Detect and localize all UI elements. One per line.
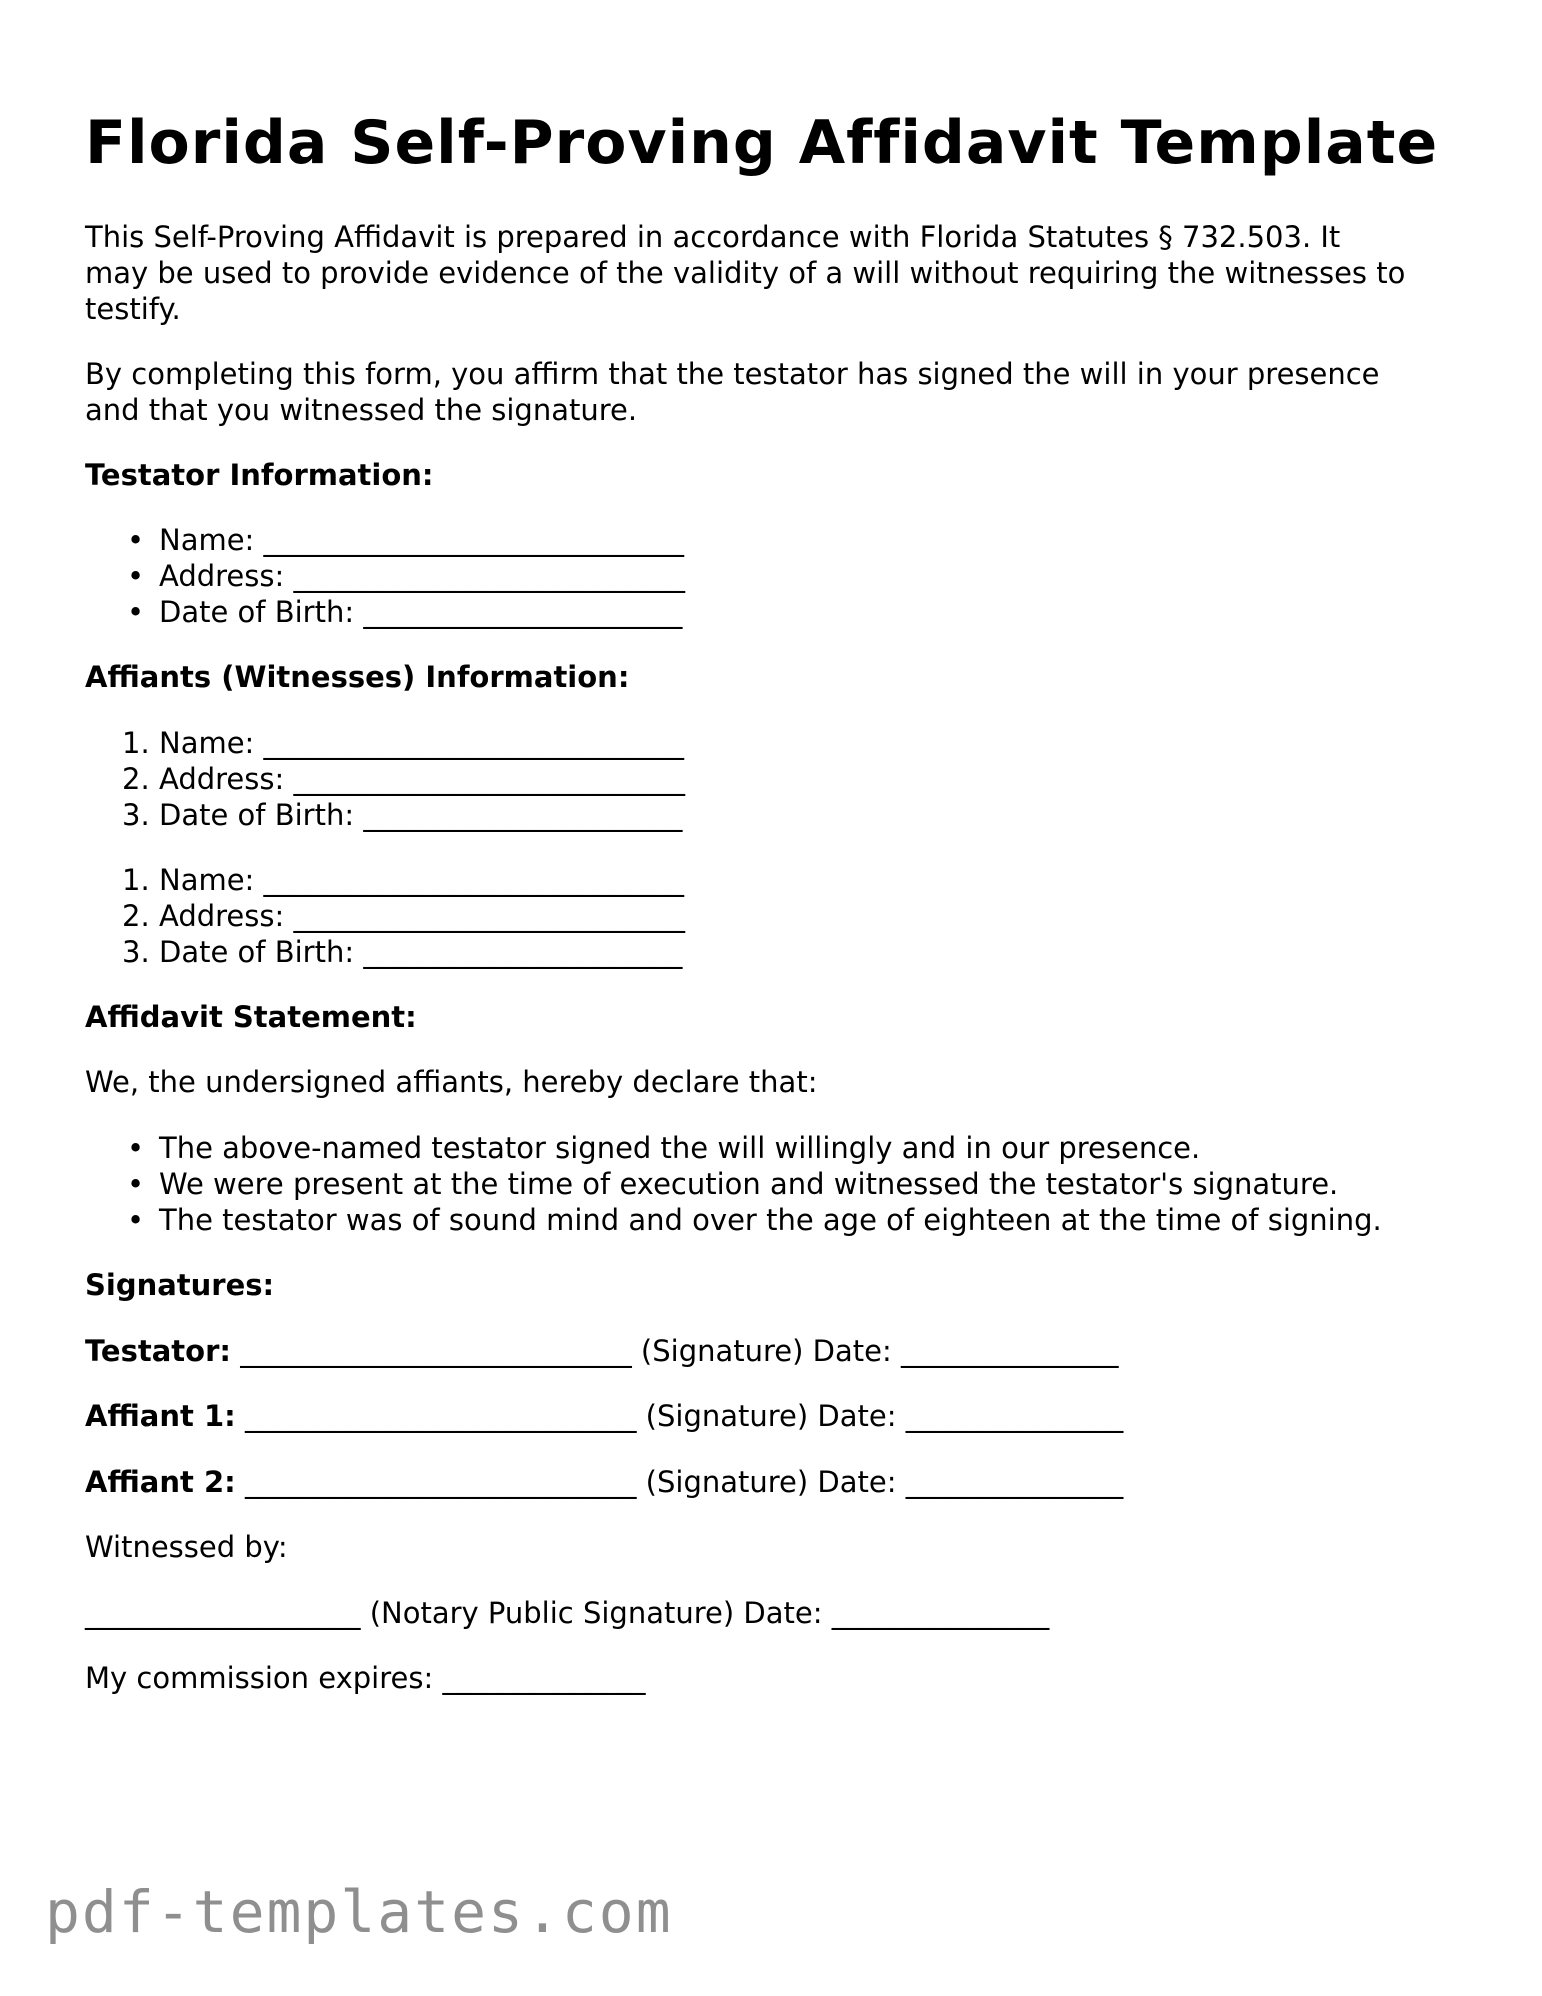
statement-item: The testator was of sound mind and over the age of eighteen at the time of signing. — [159, 1203, 1382, 1237]
notary-signature-line: ___________________ (Notary Public Signature) Date: _______________ — [85, 1596, 1050, 1630]
affiants-info-heading: Affiants (Witnesses) Information: — [85, 660, 630, 694]
affiant-1-signature-line: ___________________________ (Signature) Date: _______________ — [235, 1399, 1124, 1433]
affiant-1-address-field: Address: ___________________________ — [159, 762, 685, 796]
affiant-1-signature-row — [85, 1398, 1123, 1434]
affiant-2-name-field: Name: _____________________________ — [159, 863, 685, 897]
affidavit-statement-intro: We, the undersigned affiants, hereby declare that: — [85, 1065, 818, 1099]
bullet-icon: • — [127, 559, 145, 593]
statement-item: We were present at the time of execution and witnessed the testator's signature. — [159, 1167, 1339, 1201]
signatures-heading: Signatures: — [85, 1268, 275, 1302]
affiant-2-signature-label: Affiant 2: — [85, 1465, 236, 1499]
affiant-1-dob-field: Date of Birth: ______________________ — [159, 798, 683, 832]
list-number: 3. — [122, 935, 150, 969]
affiant-2-signature-line: ___________________________ (Signature) Date: _______________ — [235, 1465, 1124, 1499]
affiant-2-dob-field: Date of Birth: ______________________ — [159, 935, 683, 969]
bullet-icon: • — [127, 1203, 145, 1237]
bullet-icon: • — [127, 1131, 145, 1165]
testator-info-heading: Testator Information: — [85, 458, 434, 492]
bullet-icon: • — [127, 595, 145, 629]
affidavit-statement-heading: Affidavit Statement: — [85, 1000, 417, 1034]
testator-address-field: Address: ___________________________ — [159, 559, 685, 593]
intro-paragraph-2-line-1: By completing this form, you affirm that the testator has signed the will in your presence — [85, 357, 1380, 391]
commission-expires-line: My commission expires: ______________ — [85, 1661, 646, 1695]
bullet-icon: • — [127, 523, 145, 557]
affiant-2-signature-row — [85, 1464, 1123, 1500]
intro-paragraph-2-line-2: and that you witnessed the signature. — [85, 393, 638, 427]
watermark: pdf-templates.com — [45, 1878, 673, 1946]
witnessed-by-label: Witnessed by: — [85, 1530, 288, 1564]
list-number: 3. — [122, 798, 150, 832]
affiant-2-address-field: Address: ___________________________ — [159, 899, 685, 933]
statement-item: The above-named testator signed the will willingly and in our presence. — [159, 1131, 1201, 1165]
testator-signature-row — [85, 1333, 1118, 1369]
testator-signature-label: Testator: — [85, 1334, 231, 1368]
intro-paragraph-1-line-1: This Self-Proving Affidavit is prepared in accordance with Florida Statutes § 732.503. It — [85, 220, 1341, 254]
intro-paragraph-1-line-3: testify. — [85, 292, 181, 326]
list-number: 1. — [122, 863, 150, 897]
list-number: 2. — [122, 899, 150, 933]
bullet-icon: • — [127, 1167, 145, 1201]
testator-name-field: Name: _____________________________ — [159, 523, 685, 557]
affiant-1-name-field: Name: _____________________________ — [159, 726, 685, 760]
list-number: 1. — [122, 726, 150, 760]
page-title: Florida Self-Proving Affidavit Template — [85, 108, 1439, 178]
affiant-1-signature-label: Affiant 1: — [85, 1399, 236, 1433]
list-number: 2. — [122, 762, 150, 796]
testator-dob-field: Date of Birth: ______________________ — [159, 595, 683, 629]
testator-signature-line: ___________________________ (Signature) Date: _______________ — [230, 1334, 1119, 1368]
intro-paragraph-1-line-2: may be used to provide evidence of the validity of a will without requiring the witnesses to — [85, 256, 1406, 290]
